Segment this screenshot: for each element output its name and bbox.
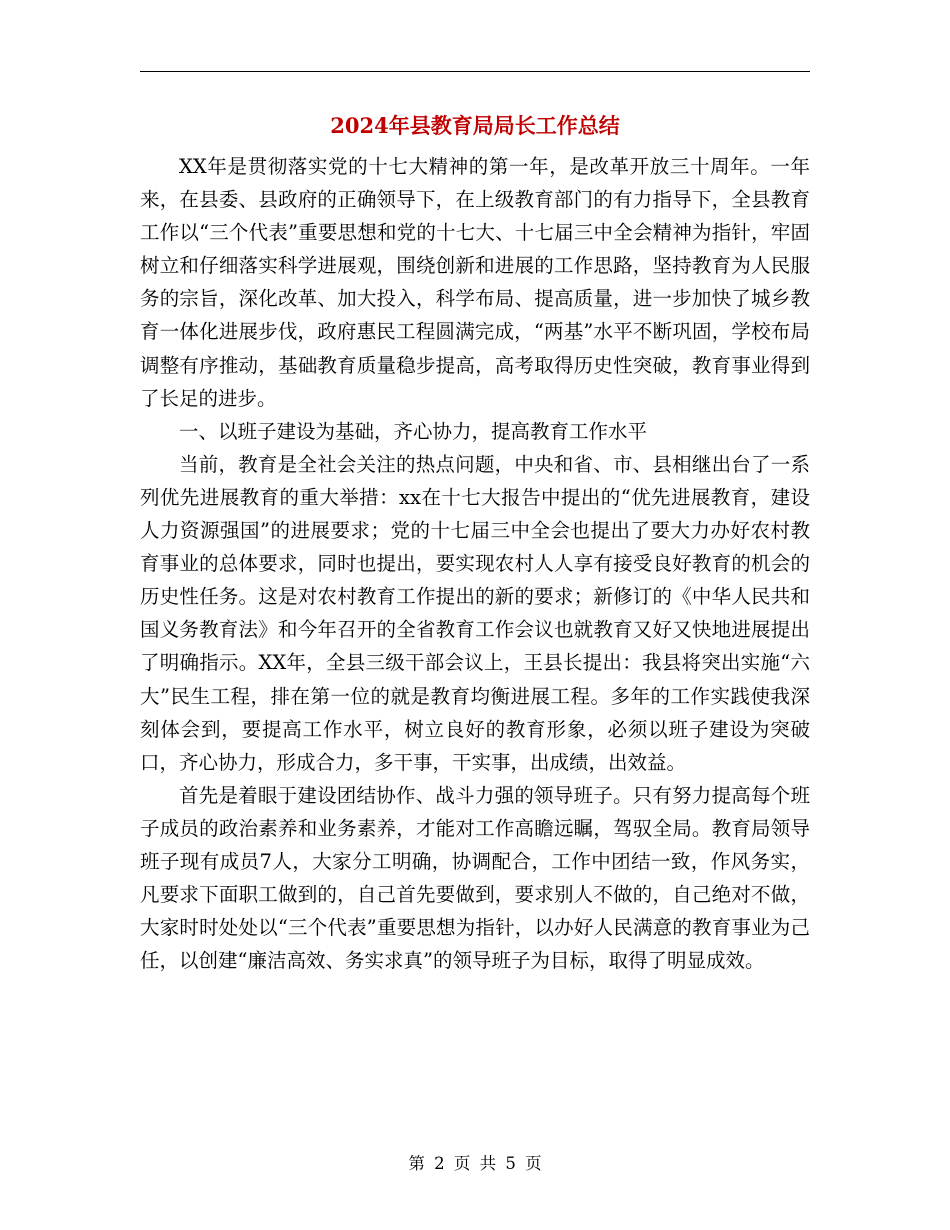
page-number: 第 2 页 共 5 页 xyxy=(408,1154,542,1173)
paragraph-intro: XX年是贯彻落实党的十七大精神的第一年，是改革开放三十周年。一年来，在县委、县政府的正确领导下，在上级教育部门的有力指导下，全县教育工作以“三个代表”重要思想和党的十七大、十七届三中全会精神为指针，牢固树立和仔细落实科学进展观，围绕创新和进展的工作思路，坚持教育为人民服务的宗旨，深化改革、加大投入，科学布局、提高质量，进一步加快了城乡教育一体化进展步伐，政府惠民工程圆满完成，“两基”水平不断巩固，学校布局调整有序推动，基础教育质量稳步提高，高考取得历史性突破，教育事业得到了长足的进步。 xyxy=(140,155,810,410)
document-title: 2024年县教育局局长工作总结 xyxy=(330,113,620,138)
paragraph-current-situation: 当前，教育是全社会关注的热点问题，中央和省、市、县相继出台了一系列优先进展教育的重大举措：xx在十七大报告中提出的“优先进展教育，建设人力资源强国”的进展要求；党的十七届三中全会也提出了要大力办好农村教育事业的总体要求，同时也提出，要实现农村人人享有接受良好教育的机会的历史性任务。这是对农村教育工作提出的新的要求；新修订的《中华人民共和国义务教育法》和今年召开的全省教育工作会议也就教育又好又快地进展提出了明确指示。XX年，全县三级干部会议上，王县长提出：我县将突出实施“六大”民生工程，排在第一位的就是教育均衡进展工程。多年的工作实践使我深刻体会到，要提高工作水平，树立良好的教育形象，必须以班子建设为突破口，齐心协力，形成合力，多干事，干实事，出成绩，出效益。 xyxy=(140,452,810,774)
paragraph-leadership-team: 首先是着眼于建设团结协作、战斗力强的领导班子。只有努力提高每个班子成员的政治素养和业务素养，才能对工作高瞻远瞩，驾驭全局。教育局领导班子现有成员7人，大家分工明确，协调配合，工作中团结一致，作风务实，凡要求下面职工做到的，自己首先要做到，要求别人不做的，自己绝对不做，大家时时处处以“三个代表”重要思想为指针，以办好人民满意的教育事业为己任，以创建“廉洁高效、务实求真”的领导班子为目标，取得了明显成效。 xyxy=(140,783,810,973)
header-rule xyxy=(140,71,810,72)
document-body xyxy=(140,150,810,977)
section-heading-1: 一、以班子建设为基础，齐心协力，提高教育工作水平 xyxy=(179,419,648,443)
